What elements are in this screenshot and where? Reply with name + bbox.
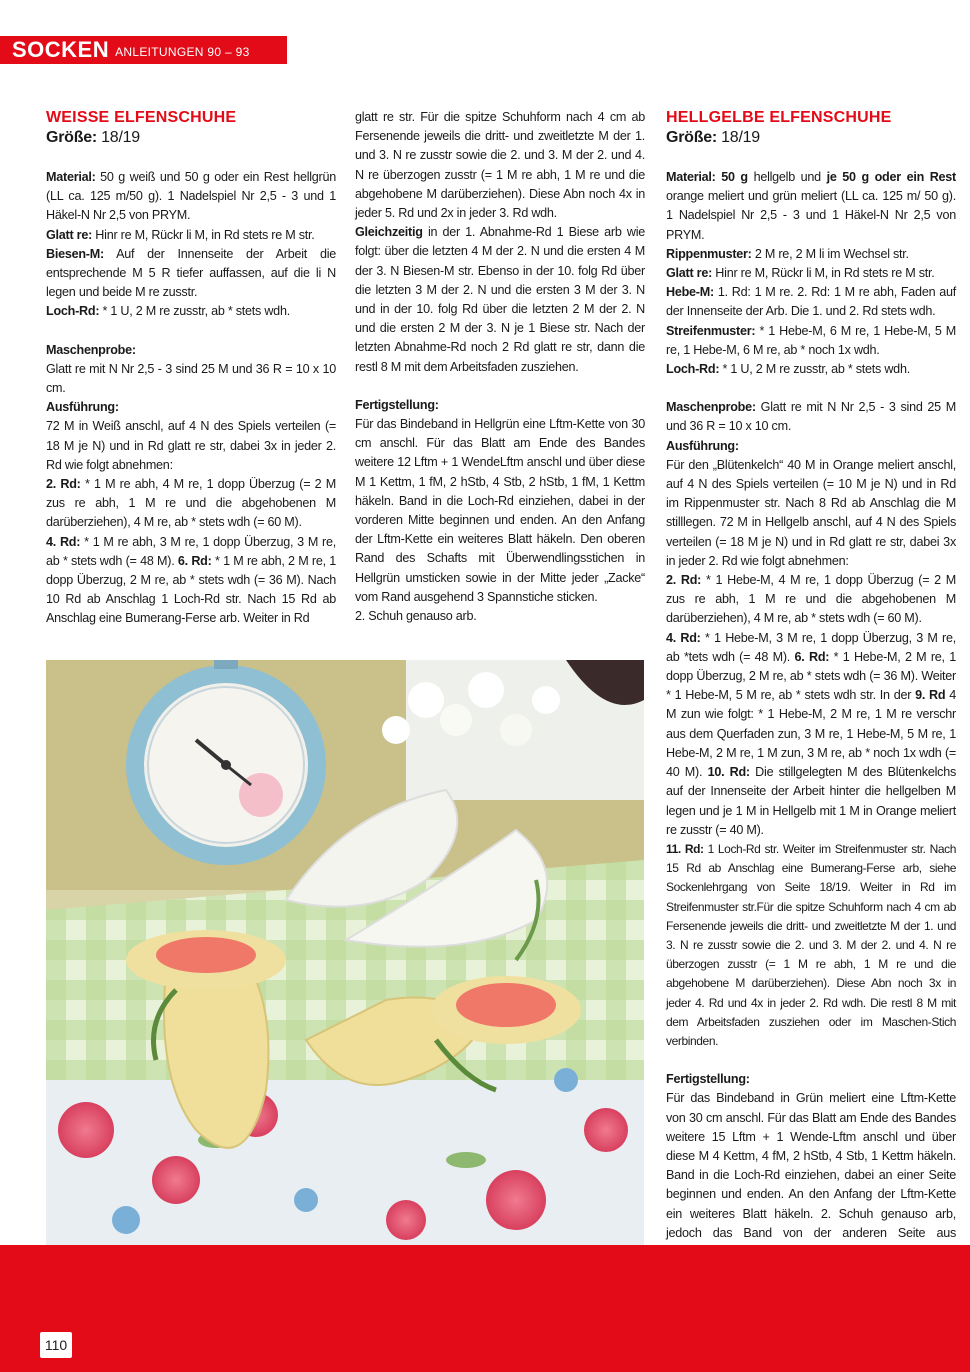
ausfuehrung-text-right: Für den „Blütenkelch“ 40 M in Orange meliert anschl, auf 4 N des Spiels verteilen (= 10 M je N) und in Rd im Rippenmuster str. Nach 8 Rd ab Anschlag die M stilllegen. 72 M in Hellgelb anschl, auf 4 N des Spiels verteilen (= 18 M je N) und in Rd glatt re str, dabei 3x in jeder 2. Rd wie folgt abnehmen:: [666, 457, 956, 568]
page-number: 110: [40, 1332, 72, 1358]
round-2: 2. Rd: * 1 M re abh, 4 M re, 1 dopp Überzug (= 2 M zus re abh, 1 M re und die abgehobenen M darüberziehen), 4 M re, ab * stets wdh (= 60 M).: [46, 477, 337, 530]
material-paragraph: Material: 50 g weiß und 50 g oder ein Rest hellgrün (LL ca. 125 m/50 g). 1 Nadelspiel Nr 2,5 - 3 und 1 Häkel-N Nr 2,5 von PRYM.: [46, 170, 337, 223]
maschenprobe-right: Maschenprobe: Glatt re mit N Nr 2,5 - 3 sind 25 M und 36 R = 10 x 10 cm.: [666, 400, 957, 434]
size-line-right: Größe: 18/19: [666, 129, 760, 146]
streifen-paragraph: Streifenmuster: * 1 Hebe-M, 6 M re, 1 Hebe-M, 5 M re, 1 Hebe-M, 6 M re, ab * noch 1x wdh.: [666, 323, 957, 357]
pattern-heading-white: WEISSE ELFENSCHUHE: [46, 109, 237, 126]
loch-paragraph-right: Loch-Rd: * 1 U, 2 M re zusstr, ab * stets wdh.: [666, 362, 910, 377]
ausfuehrung-text: 72 M in Weiß anschl, auf 4 N des Spiels verteilen (= 18 M je N) und in Rd glatt re str, dabei 3x in jeder 2. Rd wie folgt abnehmen:: [46, 419, 336, 472]
round-2-right: 2. Rd: * 1 Hebe-M, 4 M re, 1 dopp Überzug (= 2 M zus re abh, 1 M re und die abgehobenen M darüberziehen), 4 M re, ab * stets wdh (= 60 M).: [666, 573, 957, 626]
footer-band: [0, 1245, 970, 1372]
glatt-paragraph: Glatt re: Hinr re M, Rückr li M, in Rd stets re M str.: [46, 227, 315, 242]
fertigstellung-text-2: 2. Schuh genauso arb.: [355, 609, 477, 624]
section-header: [0, 36, 287, 64]
column-middle: [355, 108, 645, 626]
fertigstellung-label-right: Fertigstellung:: [666, 1072, 750, 1087]
section-subtitle: ANLEITUNGEN 90 – 93: [115, 45, 250, 59]
maschenprobe-text: Glatt re mit N Nr 2,5 - 3 sind 25 M und 36 R = 10 x 10 cm.: [46, 361, 336, 396]
gleichzeitig-paragraph: Gleichzeitig in der 1. Abnahme-Rd 1 Biese arb wie folgt: über die letzten 4 M der 2. N und die ersten 4 M der 3. N Biesen-M str. Ebenso in der 10. folg Rd über die letzten 3 M der 2. N und die ersten 3 M der 3. N und in der 10. folg Rd über die letzten 2 M der 2. N und die ersten 2 M der 3. N je 1 Biese str. Nach der letzten Abnahme-Rd noch 2 Rd glatt re str, dann die restl 8 M mit dem Arbeitsfaden zusziehen.: [355, 225, 645, 374]
ausfuehrung-label: Ausführung:: [46, 400, 119, 415]
round-11-right: 11. Rd: 1 Loch-Rd str. Weiter im Streifenmuster str. Nach 15 Rd ab Anschlag eine Bumerang-Ferse arb, siehe Sockenlehrgang von Seite 18/19. Weiter in Rd im Streifenmuster str.Für die spitze Schuhform nach 4 cm ab Fersenende jeweils die dritt- und zweitletzte M der 1. und 3. N re zusstr sowie die 2. und 3. M der 2. und 4. N re überzogen zusstr (= 1 M re abh, 1 M re und die abgehobene M darüberziehen). Diese Abn noch 3x in jeder 4. Rd und 4x in jeder 2. Rd wdh. Die restl 8 M mit dem Arbeitsfaden zusziehen oder im Maschen-Stich verbinden.: [666, 841, 957, 1048]
glatt-paragraph-right: Glatt re: Hinr re M, Rückr li M, in Rd stets re M str.: [666, 266, 935, 281]
round-4-6-right: 4. Rd: * 1 Hebe-M, 3 M re, 1 dopp Überzug, 3 M re, ab *tets wdh (= 48 M). 6. Rd: * 1 Hebe-M, 2 M re, 1 dopp Überzug, 2 M re, ab * stets wdh (= 36 M). Weiter * 1 Hebe-M, 5 M re, ab * stets wdh str. In der 9. Rd 4 M zun wie folgt: * 1 Hebe-M, 2 M re, 1 M re verschr aus dem Querfaden zun, 3 M re, 1 Hebe-M, 5 M re, 1 Hebe-M, 2 M re, 1 M zun, 3 M re, ab * noch 1x wdh (= 40 M). 10. Rd: Die stillgelegten M des Blütenkelchs auf der Innenseite der Arbeit hinter die hellgelben M legen und je 1 M in Hellgelb mit 1 M in Orange meliert re zusstr (= 40 M).: [666, 630, 957, 837]
maschenprobe-label: Maschenprobe:: [46, 342, 136, 357]
column-left: [46, 108, 336, 629]
loch-paragraph: Loch-Rd: * 1 U, 2 M re zusstr, ab * stets wdh.: [46, 304, 290, 319]
fertigstellung-label: Fertigstellung:: [355, 397, 439, 412]
hebe-paragraph: Hebe-M: 1. Rd: 1 M re. 2. Rd: 1 M re abh, Faden auf der Innenseite der Arb. Die 1. und 2. Rd stets wdh.: [666, 285, 957, 319]
section-title: SOCKEN: [12, 37, 110, 62]
round-4-6: 4. Rd: * 1 M re abh, 3 M re, 1 dopp Überzug, 3 M re, ab * stets wdh (= 48 M). 6. Rd: * 1 M re abh, 2 M re, 1 dopp Überzug, 2 M re, ab * stets wdh (= 36 M). Nach 10 Rd ab Anschlag 1 Loch-Rd str. Nach 15 Rd ab Anschlag eine Bumerang-Ferse arb. Weiter in Rd: [46, 534, 337, 626]
size-line: Größe: 18/19: [46, 129, 140, 146]
column-right: [666, 108, 956, 1262]
pattern-heading-yellow: HELLGELBE ELFENSCHUHE: [666, 109, 892, 126]
ausfuehrung-label-right: Ausführung:: [666, 438, 739, 453]
middle-text-1: glatt re str. Für die spitze Schuhform nach 4 cm ab Fersenende jeweils die dritt- und zweitletzte M der 1. und 3. N re zusstr sowie die 2. und 3. M der 2. und 4. N re überzogen zusstr (= 1 M re abh, 1 M re und die abgehobene M darüberziehen). Diese Abn noch 4x in jeder 5. Rd und 2x in jeder 3. Rd wdh.: [355, 110, 645, 221]
fertigstellung-text-right: Für das Bindeband in Grün meliert eine Lftm-Kette von 30 cm anschl. Für das Blatt am Ende des Bandes weitere 15 Lftm + 1 Wende-Lftm anschl und über diese M 4 Kettm, 4 fM, 2 hStb, 4 Stb, 1 Kettm häkeln. Band in die Loch-Rd einziehen, dabei an einer Seite beginnen und enden. An den Anfang der Lftm-Kette ein weiteres Blatt häkeln. 2. Schuh genauso arb, jedoch das Band von der anderen Seite aus: [666, 1091, 956, 1240]
photo-illustration: [46, 660, 644, 1245]
rippen-paragraph: Rippenmuster: 2 M re, 2 M li im Wechsel str.: [666, 246, 909, 261]
biesen-paragraph: Biesen-M: Auf der Innenseite der Arbeit die entsprechende M 5 R tiefer auffassen, auf die li N legen und beide M re zusstr.: [46, 246, 336, 300]
fertigstellung-text: Für das Bindeband in Hellgrün eine Lftm-Kette von 30 cm anschl. Für das Blatt am Ende des Bandes weitere 12 Lftm + 1 WendeLftm anschl und über diese M 1 Kettm, 1 fM, 2 hStb, 4 Stb, 2 hStb, 1 fM, 1 Kettm häkeln. Band in die Loch-Rd einziehen, dabei in der vorderen Mitte beginnen und enden. An den Anfang der Lftm-Kette ein weiteres Blatt häkeln. Den oberen Rand des Schafts mit Überwendlingsstichen in Hellgrün umsticken sowie in der Mitte jeder „Zacke“ vom Rand ausgehend 3 Spannstiche sticken.: [355, 417, 645, 604]
material-paragraph-right: Material: 50 g hellgelb und je 50 g oder ein Rest orange meliert und grün meliert (LL ca. 125 m/ 50 g). 1 Nadelspiel Nr 2,5 - 3 und 1 Häkel-N Nr 2,5 von PRYM.: [666, 170, 957, 242]
product-photo: [46, 660, 644, 1245]
